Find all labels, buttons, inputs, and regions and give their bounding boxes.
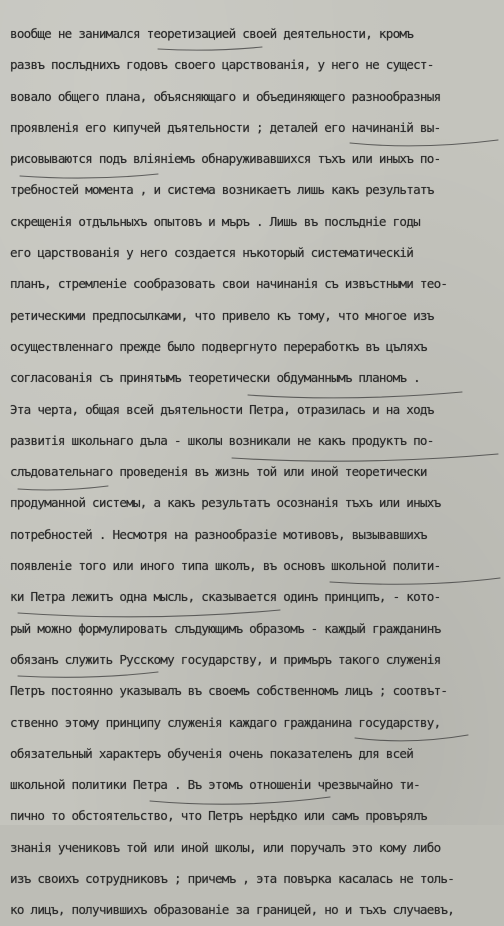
text-line: слъдовательнаго проведенія въ жизнь той или иной теоретически [10,464,427,480]
text-line: ки Петра лежитъ одна мысль, сказывается одинъ принципъ, - кото- [10,589,441,605]
text-line: ретическими предпосылками, что привело къ тому, что многое изъ [10,307,434,323]
text-line: планъ, стремленіе сообразовать свои начинанія съ извъстными тео- [10,276,448,292]
text-line: скрещенія отдъльныхъ опытовъ и мъръ . Лишь въ послъдніе годы [10,213,420,229]
text-line: развитія школьнаго дъла - школы возникали не какъ продуктъ по- [10,432,434,448]
text-line: обязанъ служить Русскому государству, и примъръ такого служенія [10,651,441,667]
text-line: обязательный характеръ обученія очень показателенъ для всей [10,745,414,761]
text-line: школьной политики Петра . Въ этомъ отношеніи чрезвычайно ти- [10,777,420,793]
text-line: Эта черта, общая всей дъятельности Петра, отразилась и на ходъ [10,401,434,417]
text-line: требностей момента , и система возникаетъ лишь какъ результатъ [10,182,434,198]
text-line: ственно этому принципу служенія каждаго гражданина государству, [10,714,441,730]
text-line: осуществленнаго прежде было подвергнуто переработкъ въ цъляхъ [10,338,427,354]
text-line: изъ своихъ сотрудниковъ ; причемъ , эта повърка касалась не толь- [10,871,455,887]
text-line: вовало общего плана, объясняющаго и объединяющего разнообразныя [10,88,441,104]
text-line: Петръ постоянно указывалъ въ своемъ собственномъ лицъ ; соотвът- [10,683,448,699]
typed-text-body [10,18,498,926]
text-line: рый можно формулировать слъдующимъ образомъ - каждый гражданинъ [10,620,441,636]
text-line: знанія учениковъ той или иной школы, или поручалъ это кому либо [10,839,441,855]
text-line: проявленія его кипучей дъятельности ; деталей его начинаній вы- [10,119,441,135]
text-line: появленіе того или иного типа школъ, въ основъ школьной полити- [10,558,441,574]
text-line: развъ послъднихъ годовъ своего царствованія, у него не сущест- [10,57,434,73]
text-line: продуманной системы, а какъ результатъ осознанія тъхъ или иныхъ [10,495,441,511]
text-line: рисовываются подъ вліяніемъ обнаруживавшихся тъхъ или иныхъ по- [10,151,441,167]
text-line: пично то обстоятельство, что Петръ нерѣдко или самъ провърялъ [10,808,427,824]
text-line: согласованія съ принятымъ теоретически обдуманнымъ планомъ . [10,370,420,386]
text-line: вообще не занимался теоретизацией своей деятельности, кромъ [10,26,414,41]
text-line: ко лицъ, получившихъ образованіе за границей, но и тъхъ случаевъ, [10,902,455,918]
text-line: потребностей . Несмотря на разнообразіе мотивовъ, вызывавшихъ [10,526,427,542]
text-line: его царствованія у него создается нъкоторый систематическій [10,245,414,261]
